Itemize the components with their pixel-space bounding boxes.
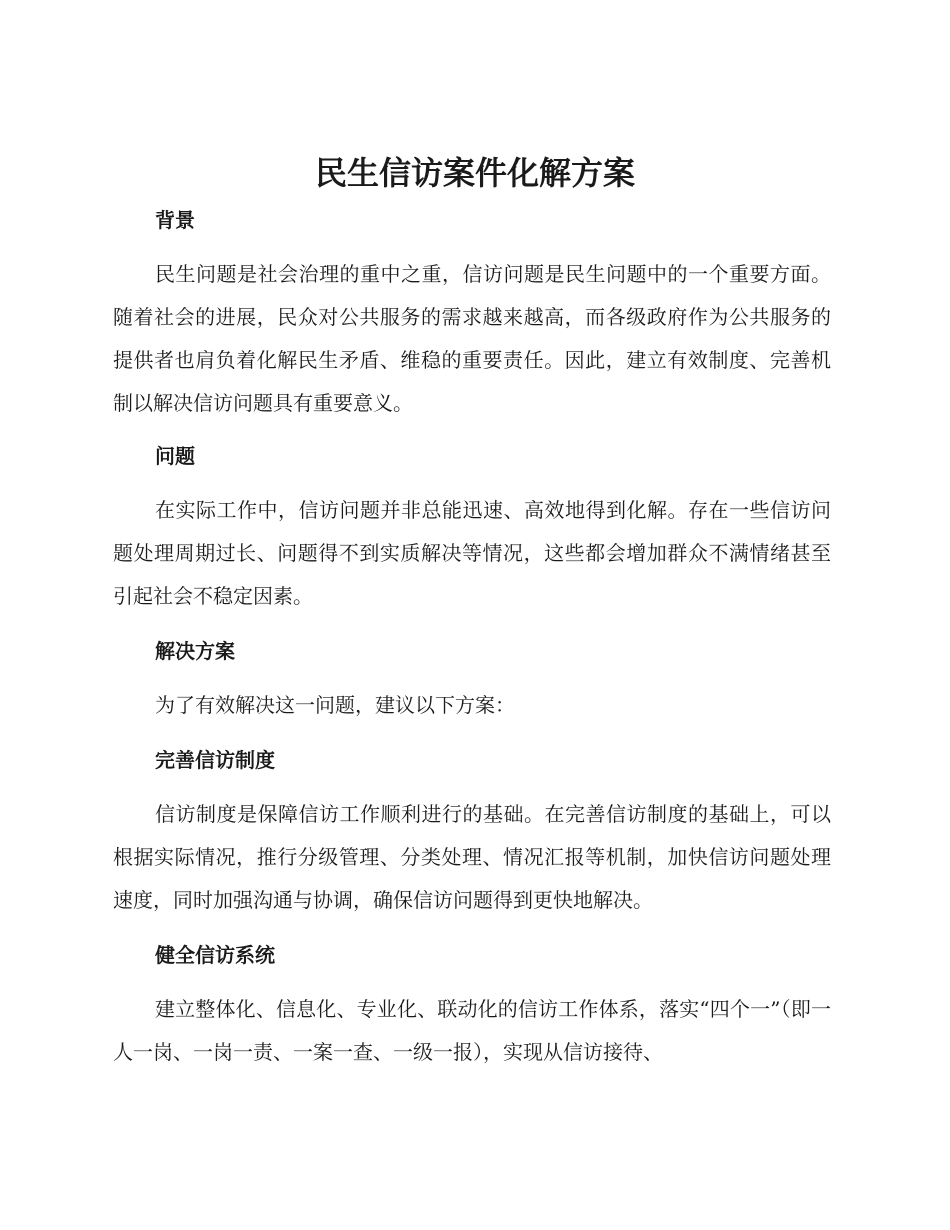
section-heading-background: 背景 <box>155 208 195 232</box>
section-heading-improve-system: 完善信访制度 <box>155 748 275 772</box>
section-paragraph-solution: 为了有效解决这一问题，建议以下方案： <box>155 693 515 717</box>
section-paragraph-problem: 在实际工作中，信访问题并非总能迅速、高效地得到化解。存在一些信访问题处理周期过长、问题得不到实质解决等情况，这些都会增加群众不满情绪甚至引起社会不稳定因素。 <box>113 498 831 608</box>
document-title: 民生信访案件化解方案 <box>314 154 635 192</box>
section-paragraph-sound-system: 建立整体化、信息化、专业化、联动化的信访工作体系，落实“四个一”（即一人一岗、一岗一责、一案一查、一级一报），实现从信访接待、 <box>113 997 831 1064</box>
section-heading-problem: 问题 <box>155 444 195 468</box>
section-heading-sound-system: 健全信访系统 <box>155 943 275 967</box>
section-heading-solution: 解决方案 <box>155 639 235 663</box>
section-paragraph-improve-system: 信访制度是保障信访工作顺利进行的基础。在完善信访制度的基础上，可以根据实际情况，推行分级管理、分类处理、情况汇报等机制，加快信访问题处理速度，同时加强沟通与协调，确保信访问题得到更快地解决。 <box>113 802 831 912</box>
section-paragraph-background: 民生问题是社会治理的重中之重，信访问题是民生问题中的一个重要方面。随着社会的进展，民众对公共服务的需求越来越高，而各级政府作为公共服务的提供者也肩负着化解民生矛盾、维稳的重要责任。因此，建立有效制度、完善机制以解决信访问题具有重要意义。 <box>113 262 831 415</box>
